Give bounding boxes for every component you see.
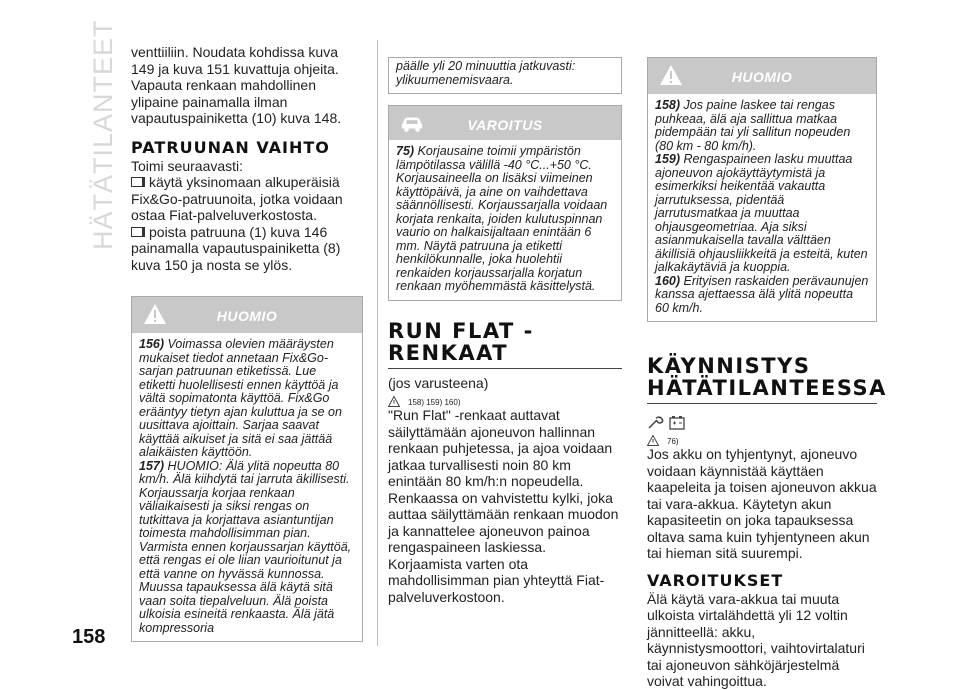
note-box-body (132, 333, 362, 641)
emergency-start-paragraph: Jos akku on tyhjentynyt, ajoneuvo voidaan käynnistää käyttäen kaapeleita ja toisen ajoneuvon akkua tai vara-akkua. Käytetyn akun kapasiteetin on joka tapauksessa oltava sama kuin tyhjentyneen akun tai hieman sitä suurempi. (647, 446, 877, 561)
warning-box-header (389, 106, 621, 140)
column-1 (131, 44, 363, 642)
warning-text: Korjausaine toimii ympäristön lämpötilassa välillä -40 °C...+50 °C. Korjausaineella on lisäksi viimeinen käyttöpäivä, ja aine on vaihdettava säännöllisesti. Korjaussarjalla voidaan korjata renkaita, joiden kulutuspinnan vaurio on halkaisijaltaan enintään 6 mm. Näytä patruuna ja etiketti henkilökunnalle, joka huolehtii renkaiden korjaussarjalla korjatun renkaan myöhemmästä käsittelystä. (396, 144, 608, 293)
intro-paragraph-2: Vapauta renkaan mahdollinen ylipaine painamalla ilman vapautuspainiketta (10) kuva 148. (131, 77, 342, 126)
continuation-text: päälle yli 20 minuuttia jatkuvasti: ylikuumenemisvaara. (396, 59, 576, 87)
note-text: HUOMIO: Älä ylitä nopeutta 80 km/h. Älä kiihdytä tai jarruta äkillisesti. Korjaussarja korjaa renkaan väliaikaisesti ja siksi rengas on tutkittava ja korjattava asiantuntijan toimesta mahdollisimman pian. Varmista ennen korjaussarjan käyttöä, että rengas ei ole liian vaurioitunut ja että vanne on hyvässä kunnossa. Muussa tapauksessa älä käytä sitä vaan soita tiepalveluun. Älä poista ulkoisia esineitä renkaasta. Älä jätä kompressoria (139, 458, 352, 635)
note-number: 160) (655, 273, 681, 288)
battery-icon-row (647, 410, 877, 430)
page-number: 158 (72, 626, 106, 648)
reference-row (647, 430, 877, 446)
section-heading-run-flat: RUN FLAT -RENKAAT (388, 318, 534, 365)
reference-numbers: 158) 159) 160) (408, 398, 461, 407)
heading-rule (647, 403, 877, 404)
reference-numbers: 76) (667, 437, 679, 446)
note-box-col1 (131, 296, 363, 642)
bullet-item-1 (131, 174, 363, 224)
note-text: Erityisen raskaiden perävaunujen kanssa ajettaessa älä ylitä nopeutta 60 km/h. (655, 273, 869, 315)
run-flat-paragraph-1: "Run Flat" -renkaat auttavat säilyttämään ajoneuvon hallinnan renkaan puhjetessa, ja ajoa voidaan jatkaa turvallisesti noin 80 km enintään 80 km/h:n nopeudella. (388, 407, 613, 489)
note-number: 156) (139, 337, 165, 351)
note-text: Voimassa olevien määräysten mukaiset tiedot annetaan Fix&Go-sarjan patruunan etiketissä. Lue etiketti huolellisesti ennen käyttöä ja vältä sopimatonta käyttöä. Fix&Go erääntyy tietyn ajan kuluttua ja se on uusittava ajoittain. Sarjaa saavat käyttää aikuiset ja sitä ei saa jättää alaikäisten käyttöön. (139, 337, 342, 459)
note-box-col3 (647, 57, 877, 322)
intro-paragraph-1: venttiiliin. Noudata kohdissa kuva 149 ja kuva 151 kuvattuja ohjeita. (131, 44, 339, 77)
note-156 (139, 338, 355, 460)
section-side-title (88, 19, 128, 250)
continuation-box (388, 57, 622, 94)
warnings-paragraph: Älä käytä vara-akkua tai muuta ulkoista virtalähdettä yli 12 voltin jännitteellä: akku, käynnistysmoottori, vaihtovirtalaturi tai ajoneuvon sähköjärjestelmä voivat vahingoittua. (647, 590, 865, 689)
note-number: 158) (655, 98, 681, 112)
warning-triangle-icon (647, 435, 659, 446)
note-number: 157) (139, 458, 165, 473)
warning-box (388, 105, 622, 301)
run-flat-paragraph-2: Renkaassa on vahvistettu kylki, joka auttaa säilyttämään renkaan muodon ja kannattelee ajoneuvon painoa rengaspaineen laskiessa. (388, 489, 619, 555)
note-box-body (648, 94, 876, 321)
section-heading-cartridge: PATRUUNAN VAIHTO (131, 137, 330, 157)
spanner-icon (647, 416, 665, 430)
battery-icon (669, 414, 685, 430)
warning-75 (396, 145, 614, 294)
note-box-header (648, 58, 876, 94)
bullet-icon (131, 227, 145, 237)
bullet-text-1: käytä yksinomaan alkuperäisiä Fix&Go-patruunoita, jotka voidaan ostaa Fiat-palveluverkostosta. (131, 174, 343, 223)
column-2 (388, 57, 622, 605)
run-flat-subtitle: (jos varusteena) (388, 374, 489, 391)
side-title-text: HÄTÄTILANTEET (88, 19, 118, 250)
lead-text: Toimi seuraavasti: (131, 157, 244, 174)
warning-label: VAROITUS (467, 117, 543, 133)
note-label: HUOMIO (731, 69, 793, 85)
section-heading-warnings: VAROITUKSET (647, 570, 784, 590)
warning-box-body (389, 140, 621, 300)
note-text: Jos paine laskee tai rengas puhkeaa, älä aja sallittua matkaa pidempään tai yli sallitun nopeuden (80 km - 80 km/h). (655, 98, 851, 153)
bullet-icon (131, 177, 145, 187)
reference-row (388, 391, 622, 407)
note-number: 159) (655, 152, 681, 166)
note-159 (655, 153, 869, 275)
note-157 (139, 460, 355, 636)
note-158 (655, 99, 869, 153)
bullet-text-2: poista patruuna (1) kuva 146 painamalla vapautuspainiketta (8) kuva 150 ja nosta se ylös. (131, 223, 341, 273)
column-3 (647, 57, 887, 690)
warning-number: 75) (396, 144, 415, 158)
note-text: Rengaspaineen lasku muuttaa ajoneuvon ajokäyttäytymistä ja esimerkiksi heikentää vakautta jarrutuksessa, pidentää jarrutusmatkaa ja muuttaa ohjausgeometriaa. Aja siksi asianmukaisella tavalla välttäen äkillisiä ohjausliikkeitä ja esteitä, kuten jalkakäytäviä ja kuoppia. (655, 152, 868, 274)
run-flat-paragraph-3: Korjaamista varten ota mahdollisimman pian yhteyttä Fiat-palveluverkostoon. (388, 555, 605, 605)
section-heading-emergency-start-1: KÄYNNISTYS (647, 354, 811, 378)
note-box-header (132, 297, 362, 333)
note-label: HUOMIO (216, 308, 278, 324)
column-divider (377, 40, 378, 646)
note-160 (655, 275, 869, 316)
warning-triangle-icon (388, 396, 400, 407)
section-heading-emergency-start-2: HÄTÄTILANTEESSA (647, 376, 887, 400)
bullet-item-2 (131, 224, 363, 274)
heading-rule (388, 368, 622, 369)
